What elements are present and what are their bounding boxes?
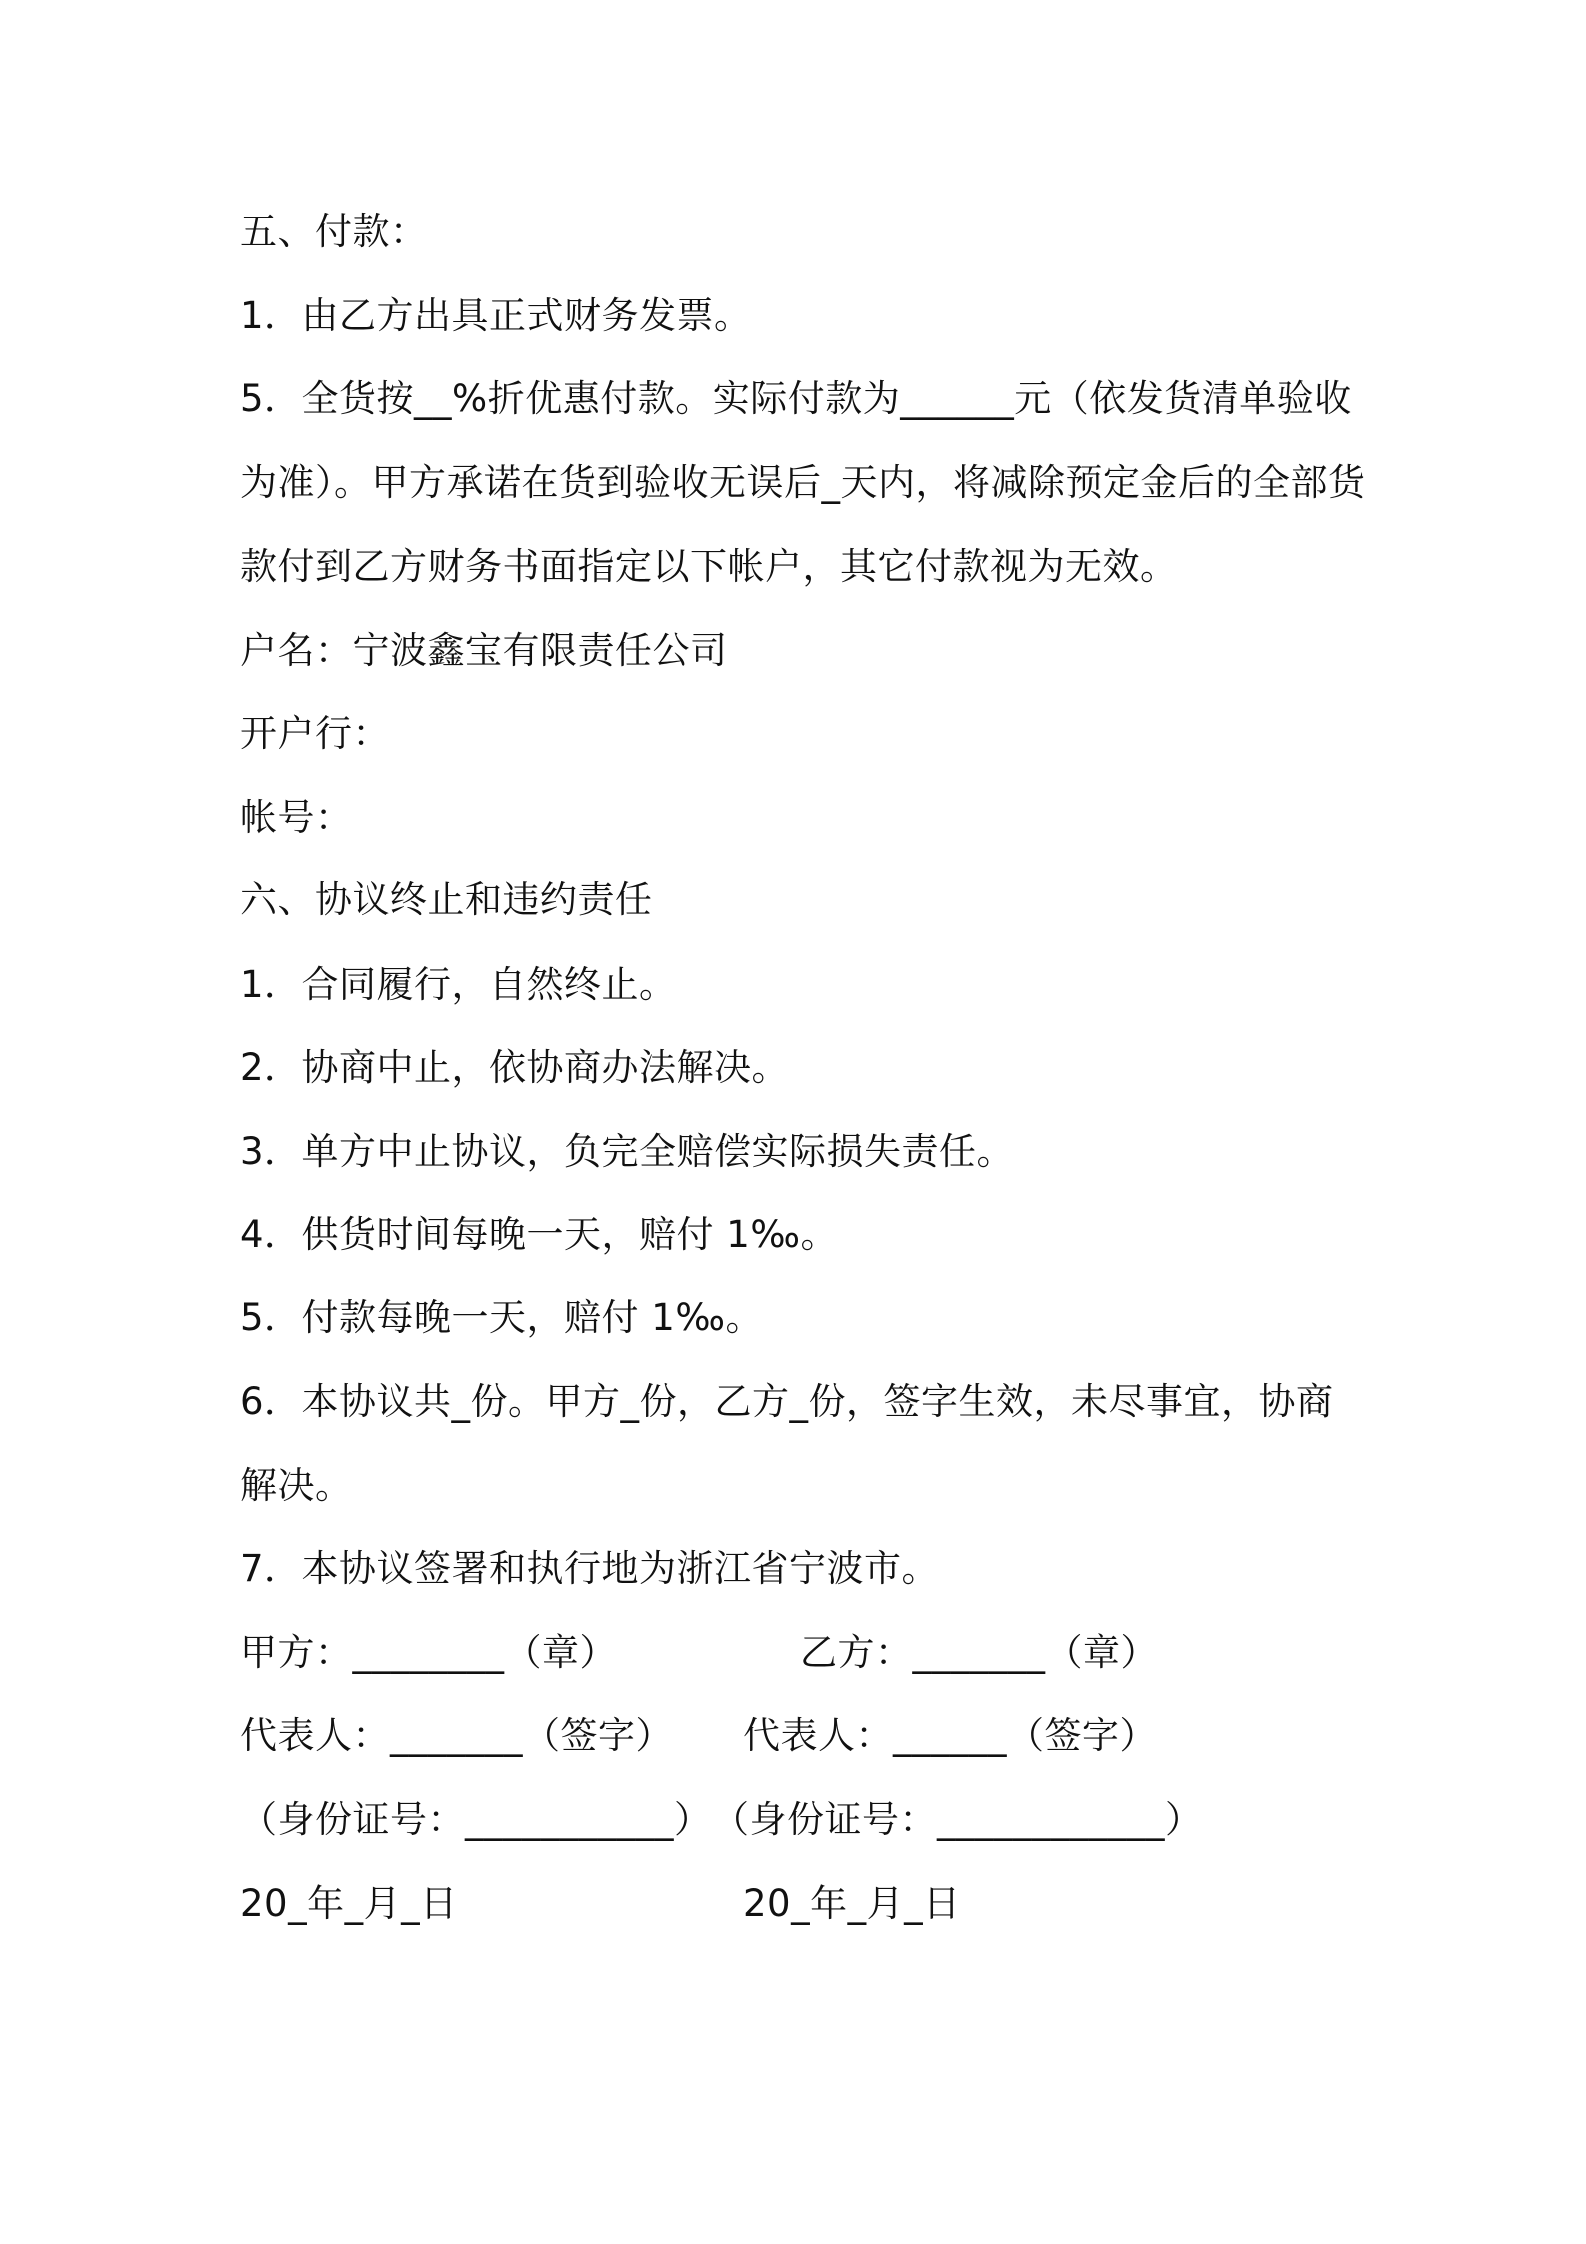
termination-clause-5: 5．付款每晚一天，赔付 1‰。 — [240, 1296, 763, 1339]
section-heading-termination: 六、协议终止和违约责任 — [240, 878, 653, 921]
payment-clause-5-line-1: 5．全货按__%折优惠付款。实际付款为______元（依发货清单验收 — [240, 377, 1352, 420]
date-a: 20_年_月_日 — [240, 1882, 458, 1925]
id-number-b: （身份证号：____________） — [712, 1798, 1203, 1841]
account-name: 户名：宁波鑫宝有限责任公司 — [240, 629, 728, 672]
representative-a: 代表人：_______（签字） — [240, 1714, 673, 1757]
termination-clause-3: 3．单方中止协议，负完全赔偿实际损失责任。 — [240, 1130, 1015, 1173]
termination-clause-6-line-2: 解决。 — [240, 1464, 353, 1507]
payment-clause-1: 1．由乙方出具正式财务发票。 — [240, 294, 752, 337]
party-a-seal: 甲方：________（章） — [240, 1631, 617, 1674]
termination-clause-6-line-1: 6．本协议共_份。甲方_份，乙方_份，签字生效，未尽事宜，协商 — [240, 1380, 1334, 1423]
payment-clause-5-line-3: 款付到乙方财务书面指定以下帐户，其它付款视为无效。 — [240, 545, 1178, 588]
representative-b: 代表人：______（签字） — [743, 1714, 1157, 1757]
account-bank: 开户行： — [240, 712, 390, 755]
termination-clause-1: 1．合同履行，自然终止。 — [240, 963, 677, 1006]
date-b: 20_年_月_日 — [743, 1882, 961, 1925]
termination-clause-4: 4．供货时间每晚一天，赔付 1‰。 — [240, 1213, 838, 1256]
party-b-seal: 乙方：_______（章） — [800, 1631, 1158, 1674]
payment-clause-5-line-2: 为准）。甲方承诺在货到验收无误后_天内，将减除预定金后的全部货 — [240, 461, 1366, 504]
termination-clause-7: 7．本协议签署和执行地为浙江省宁波市。 — [240, 1547, 940, 1590]
termination-clause-2: 2．协商中止，依协商办法解决。 — [240, 1046, 790, 1089]
id-number-a: （身份证号：___________） — [240, 1798, 712, 1841]
section-heading-payment: 五、付款： — [240, 210, 428, 253]
account-number: 帐号： — [240, 796, 353, 839]
